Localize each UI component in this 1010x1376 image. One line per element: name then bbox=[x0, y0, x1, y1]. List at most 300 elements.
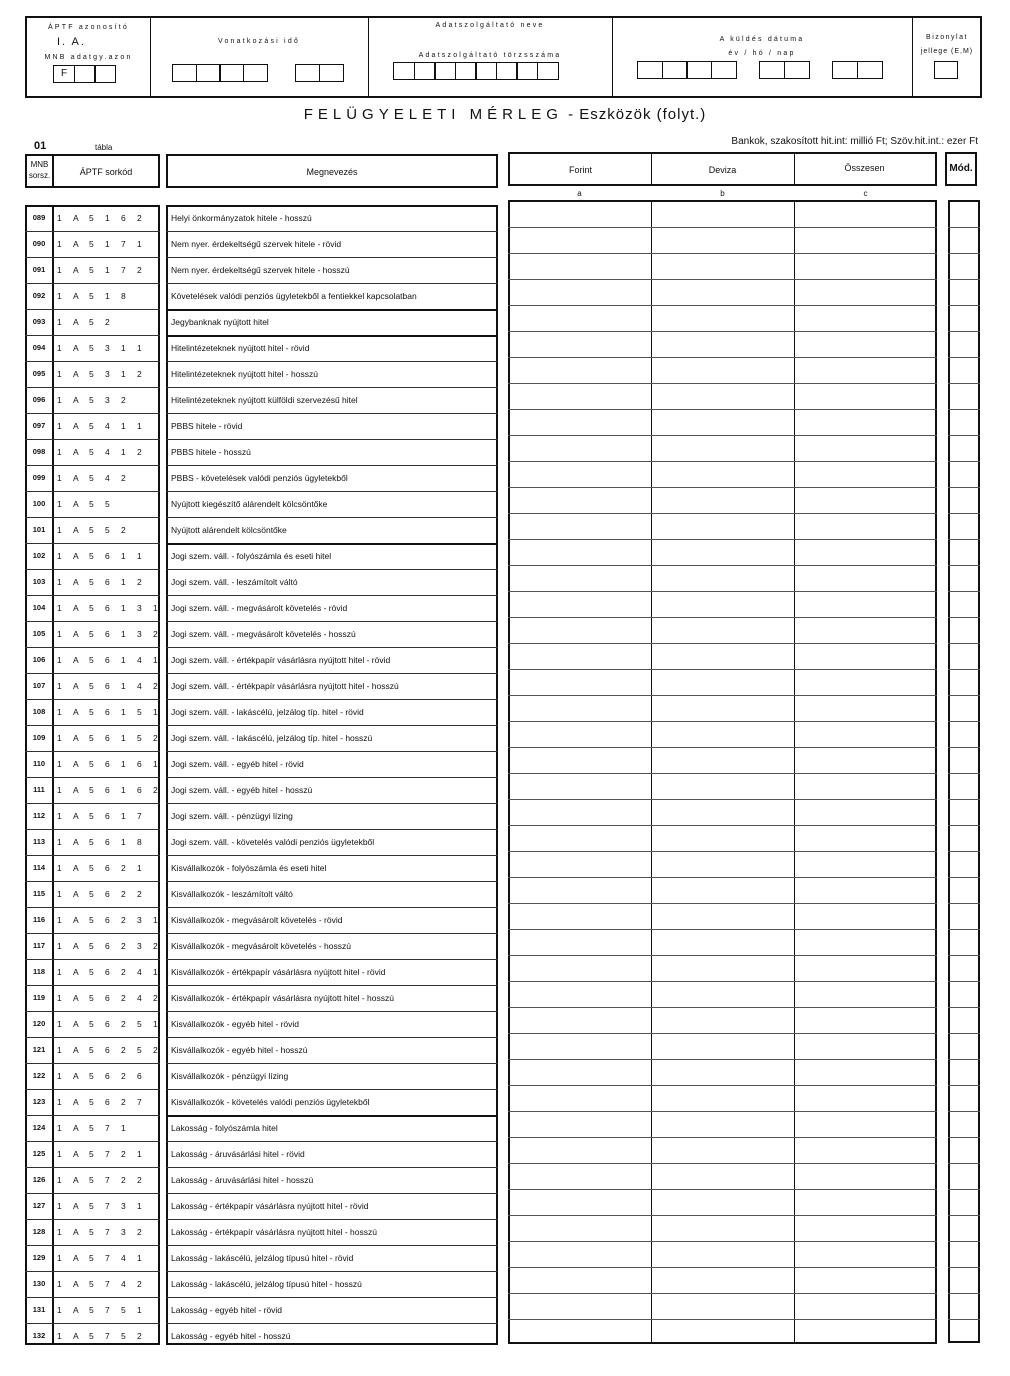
row-divider bbox=[166, 777, 498, 778]
row-divider bbox=[25, 829, 54, 830]
row-number: 132 bbox=[32, 1331, 46, 1340]
row-code-char: 2 bbox=[121, 1045, 126, 1055]
row-code-char: 5 bbox=[89, 265, 94, 275]
row-code bbox=[57, 629, 157, 639]
value-row-divider bbox=[508, 253, 937, 254]
row-code bbox=[57, 889, 157, 899]
row-code-char: 6 bbox=[105, 551, 110, 561]
row-code bbox=[57, 811, 157, 821]
row-code bbox=[57, 1123, 157, 1133]
row-number: 098 bbox=[32, 447, 46, 456]
row-code-char: 5 bbox=[89, 499, 94, 509]
row-number: 093 bbox=[32, 317, 46, 326]
row-code-char: 2 bbox=[121, 889, 126, 899]
row-code-char: 1 bbox=[57, 941, 62, 951]
row-code-char: 1 bbox=[57, 265, 62, 275]
row-code-char: 6 bbox=[137, 1071, 142, 1081]
value-row-divider bbox=[508, 1111, 937, 1112]
row-divider bbox=[52, 231, 160, 232]
row-divider bbox=[52, 985, 160, 986]
col-mod-label: Mód. bbox=[949, 163, 973, 174]
row-divider bbox=[52, 517, 160, 518]
row-divider bbox=[25, 491, 54, 492]
row-code-char: 5 bbox=[89, 941, 94, 951]
row-code-char: 5 bbox=[89, 603, 94, 613]
row-divider bbox=[52, 829, 160, 830]
row-code-char: 1 bbox=[57, 343, 62, 353]
row-code-char: 1 bbox=[137, 551, 142, 561]
row-code-char: 5 bbox=[89, 239, 94, 249]
row-code-char: 1 bbox=[121, 369, 126, 379]
row-code-char: 1 bbox=[137, 863, 142, 873]
row-number: 091 bbox=[32, 265, 46, 274]
row-number: 114 bbox=[32, 863, 46, 872]
value-row-divider bbox=[508, 643, 937, 644]
row-number: 090 bbox=[32, 239, 46, 248]
row-code-char: 2 bbox=[121, 915, 126, 925]
row-code-char: 3 bbox=[121, 1227, 126, 1237]
value-row-divider bbox=[948, 617, 980, 618]
row-code bbox=[57, 733, 157, 743]
row-code bbox=[57, 655, 157, 665]
value-row-divider bbox=[948, 331, 980, 332]
value-row-divider bbox=[508, 435, 937, 436]
row-code-char: 1 bbox=[57, 317, 62, 327]
row-code-char: 1 bbox=[153, 707, 158, 717]
row-divider bbox=[25, 1011, 54, 1012]
row-divider bbox=[52, 543, 160, 544]
row-divider bbox=[52, 257, 160, 258]
value-row-divider bbox=[948, 279, 980, 280]
row-code-char: 2 bbox=[121, 395, 126, 405]
provider-reg-cells[interactable] bbox=[393, 62, 557, 80]
row-code-char: 2 bbox=[121, 941, 126, 951]
row-divider bbox=[52, 1063, 160, 1064]
row-divider bbox=[52, 361, 160, 362]
value-row-divider bbox=[508, 539, 937, 540]
row-divider bbox=[25, 543, 54, 544]
row-code-char: 6 bbox=[105, 889, 110, 899]
row-code bbox=[57, 759, 157, 769]
row-code-char: 5 bbox=[89, 213, 94, 223]
row-code-char: 5 bbox=[121, 1305, 126, 1315]
row-code-char: 1 bbox=[121, 343, 126, 353]
row-code-char: A bbox=[73, 447, 79, 457]
row-divider bbox=[166, 621, 498, 622]
row-code bbox=[57, 967, 157, 977]
value-row-divider bbox=[508, 1215, 937, 1216]
row-code-char: A bbox=[73, 1305, 79, 1315]
row-code-char: A bbox=[73, 291, 79, 301]
row-code bbox=[57, 785, 157, 795]
row-description: Jogi szem. váll. - követelés valódi penziós ügyletekből bbox=[171, 837, 375, 847]
value-row-divider bbox=[508, 591, 937, 592]
row-number: 107 bbox=[32, 681, 46, 690]
row-code-char: 1 bbox=[121, 785, 126, 795]
row-divider bbox=[25, 569, 54, 570]
row-number: 122 bbox=[32, 1071, 46, 1080]
value-row-divider bbox=[508, 851, 937, 852]
row-divider bbox=[25, 803, 54, 804]
row-code-char: 1 bbox=[121, 629, 126, 639]
row-code-char: A bbox=[73, 1123, 79, 1133]
row-code bbox=[57, 993, 157, 1003]
row-divider bbox=[166, 1167, 498, 1168]
value-row-divider bbox=[948, 409, 980, 410]
row-code-char: 2 bbox=[153, 785, 158, 795]
row-code-char: 2 bbox=[153, 681, 158, 691]
row-divider bbox=[52, 933, 160, 934]
row-code-char: 6 bbox=[105, 1045, 110, 1055]
row-description: Jogi szem. váll. - lakáscélú, jelzálog típ. hitel - hosszú bbox=[171, 733, 373, 743]
row-divider bbox=[25, 985, 54, 986]
row-code-char: A bbox=[73, 811, 79, 821]
row-code-char: 2 bbox=[121, 1149, 126, 1159]
row-code-char: 1 bbox=[153, 915, 158, 925]
row-divider bbox=[52, 413, 160, 414]
row-divider bbox=[52, 1011, 160, 1012]
row-code-char: 7 bbox=[121, 265, 126, 275]
row-code-char: 6 bbox=[105, 733, 110, 743]
row-code-char: 3 bbox=[137, 941, 142, 951]
value-row-divider bbox=[508, 331, 937, 332]
value-row-divider bbox=[508, 877, 937, 878]
row-code-char: A bbox=[73, 889, 79, 899]
row-divider bbox=[52, 1219, 160, 1220]
row-code-char: 5 bbox=[121, 1331, 126, 1341]
row-number: 111 bbox=[33, 785, 45, 794]
row-code-char: 1 bbox=[57, 1279, 62, 1289]
row-code bbox=[57, 473, 157, 483]
row-code-char: A bbox=[73, 837, 79, 847]
row-code-char: 5 bbox=[137, 1019, 142, 1029]
value-row-divider bbox=[948, 1267, 980, 1268]
row-code-char: 1 bbox=[121, 733, 126, 743]
row-divider bbox=[166, 1245, 498, 1246]
row-code-char: 5 bbox=[137, 1045, 142, 1055]
row-code-char: A bbox=[73, 785, 79, 795]
row-divider bbox=[52, 777, 160, 778]
row-divider bbox=[166, 439, 498, 440]
row-code-char: 3 bbox=[105, 343, 110, 353]
row-code-char: 6 bbox=[105, 603, 110, 613]
day-cells[interactable] bbox=[832, 61, 881, 79]
row-code-char: 5 bbox=[89, 785, 94, 795]
row-code-char: A bbox=[73, 1097, 79, 1107]
value-row-divider bbox=[508, 1293, 937, 1294]
row-description: Jogi szem. váll. - megvásárolt követelés - rövid bbox=[171, 603, 348, 613]
row-code-char: 2 bbox=[137, 1331, 142, 1341]
row-code-char: 5 bbox=[89, 291, 94, 301]
row-divider bbox=[52, 959, 160, 960]
row-divider bbox=[52, 855, 160, 856]
row-code bbox=[57, 863, 157, 873]
row-code-char: 2 bbox=[137, 1175, 142, 1185]
period-cells-1[interactable] bbox=[172, 64, 266, 82]
row-code-char: 6 bbox=[105, 1097, 110, 1107]
row-number: 109 bbox=[32, 733, 46, 742]
row-number: 092 bbox=[32, 291, 46, 300]
row-divider bbox=[166, 465, 498, 466]
row-divider bbox=[166, 231, 498, 232]
row-code-char: 5 bbox=[105, 499, 110, 509]
row-code-char: 5 bbox=[89, 1175, 94, 1185]
row-description: Lakosság - egyéb hitel - rövid bbox=[171, 1305, 283, 1315]
row-code-char: A bbox=[73, 1331, 79, 1341]
row-code-char: 7 bbox=[105, 1123, 110, 1133]
row-code-char: 1 bbox=[137, 1253, 142, 1263]
row-code-char: 5 bbox=[105, 525, 110, 535]
value-row-divider bbox=[508, 1267, 937, 1268]
row-code-char: 1 bbox=[105, 265, 110, 275]
row-code-char: 4 bbox=[137, 993, 142, 1003]
row-code-char: 1 bbox=[57, 291, 62, 301]
row-code-char: 1 bbox=[57, 525, 62, 535]
value-row-divider bbox=[508, 487, 937, 488]
doc-type-cell[interactable] bbox=[934, 61, 957, 79]
row-description: Kisvállalkozók - folyószámla és eseti hitel bbox=[171, 863, 327, 873]
row-code-char: 5 bbox=[89, 889, 94, 899]
row-code-char: A bbox=[73, 577, 79, 587]
title-sub: - Eszközök (folyt.) bbox=[568, 106, 707, 123]
row-code-char: A bbox=[73, 369, 79, 379]
row-code-char: 5 bbox=[89, 1123, 94, 1133]
row-code-char: A bbox=[73, 603, 79, 613]
col-name-header bbox=[166, 154, 498, 188]
row-code-char: 1 bbox=[57, 889, 62, 899]
row-code-char: 4 bbox=[137, 681, 142, 691]
row-code-char: 2 bbox=[153, 1045, 158, 1055]
row-code-char: 1 bbox=[57, 1227, 62, 1237]
value-row-divider bbox=[948, 747, 980, 748]
row-code-char: 1 bbox=[105, 239, 110, 249]
row-description: Kisvállalkozók - leszámítolt váltó bbox=[171, 889, 293, 899]
row-divider bbox=[25, 1115, 54, 1116]
row-divider bbox=[25, 439, 54, 440]
row-description: Nyújtott kiegészítő alárendelt kölcsöntőke bbox=[171, 499, 328, 509]
row-code-char: A bbox=[73, 629, 79, 639]
row-code-char: 6 bbox=[121, 213, 126, 223]
row-code-char: 5 bbox=[89, 655, 94, 665]
col-total-label: Összesen bbox=[844, 163, 885, 173]
row-divider bbox=[52, 751, 160, 752]
row-number: 112 bbox=[32, 811, 46, 820]
row-description: Kisvállalkozók - egyéb hitel - hosszú bbox=[171, 1045, 308, 1055]
value-row-divider bbox=[948, 1241, 980, 1242]
row-number: 102 bbox=[32, 551, 46, 560]
value-row-divider bbox=[948, 851, 980, 852]
row-code-char: A bbox=[73, 395, 79, 405]
value-row-divider bbox=[508, 1007, 937, 1008]
row-code bbox=[57, 1279, 157, 1289]
row-divider bbox=[166, 985, 498, 986]
row-code-char: 2 bbox=[105, 317, 110, 327]
row-code-char: 3 bbox=[137, 915, 142, 925]
value-row-divider bbox=[948, 669, 980, 670]
row-divider bbox=[25, 751, 54, 752]
row-code-char: 1 bbox=[121, 577, 126, 587]
value-row-divider bbox=[508, 1163, 937, 1164]
row-code-char: 1 bbox=[137, 421, 142, 431]
provider-section bbox=[368, 18, 613, 96]
row-code bbox=[57, 1253, 157, 1263]
mnb-cells[interactable] bbox=[53, 65, 115, 83]
row-divider bbox=[25, 387, 54, 388]
row-code-char: 1 bbox=[57, 915, 62, 925]
row-divider bbox=[25, 1089, 54, 1090]
period-cells-2[interactable] bbox=[295, 64, 342, 82]
row-description: Kisvállalkozók - egyéb hitel - rövid bbox=[171, 1019, 300, 1029]
row-code-char: A bbox=[73, 681, 79, 691]
row-number: 115 bbox=[32, 889, 46, 898]
row-divider bbox=[52, 569, 160, 570]
value-row-divider bbox=[508, 903, 937, 904]
row-code-char: 1 bbox=[153, 655, 158, 665]
value-row-divider bbox=[948, 1059, 980, 1060]
row-number: 117 bbox=[32, 941, 46, 950]
period-label: Vonatkozási idő bbox=[217, 38, 301, 45]
row-code-char: 7 bbox=[105, 1331, 110, 1341]
row-code-char: A bbox=[73, 1227, 79, 1237]
row-code-char: 6 bbox=[105, 863, 110, 873]
row-code-char: 1 bbox=[57, 993, 62, 1003]
row-code-char: 5 bbox=[89, 551, 94, 561]
row-code-char: 7 bbox=[105, 1227, 110, 1237]
col-mod-header bbox=[945, 152, 977, 186]
row-code-char: 2 bbox=[137, 1227, 142, 1237]
value-row-divider bbox=[508, 1137, 937, 1138]
row-number: 131 bbox=[32, 1305, 46, 1314]
row-divider bbox=[25, 1323, 54, 1324]
row-code-char: 5 bbox=[89, 993, 94, 1003]
row-code-char: 1 bbox=[57, 1045, 62, 1055]
row-description: Lakosság - lakáscélú, jelzálog típusú hitel - hosszú bbox=[171, 1279, 362, 1289]
row-code-char: 7 bbox=[105, 1201, 110, 1211]
row-code-char: A bbox=[73, 1175, 79, 1185]
row-description: PBBS hitele - rövid bbox=[171, 421, 243, 431]
row-code-char: A bbox=[73, 967, 79, 977]
row-description: Lakosság - egyéb hitel - hosszú bbox=[171, 1331, 291, 1341]
send-date-label: A küldés dátuma bbox=[719, 36, 805, 43]
row-divider bbox=[52, 595, 160, 596]
row-code-char: 5 bbox=[89, 759, 94, 769]
row-code-char: A bbox=[73, 1019, 79, 1029]
row-code-char: 5 bbox=[137, 733, 142, 743]
row-code-char: 7 bbox=[121, 239, 126, 249]
row-divider bbox=[25, 881, 54, 882]
row-description: Kisvállalkozók - értékpapír vásárlásra nyújtott hitel - hosszú bbox=[171, 993, 394, 1003]
row-divider bbox=[25, 1193, 54, 1194]
value-row-divider bbox=[508, 513, 937, 514]
row-code-char: A bbox=[73, 1253, 79, 1263]
row-code-char: 5 bbox=[89, 1305, 94, 1315]
row-description: PBBS - követelések valódi penziós ügyletekből bbox=[171, 473, 348, 483]
row-code-char: 1 bbox=[57, 1149, 62, 1159]
send-date-section bbox=[612, 18, 913, 96]
row-number: 101 bbox=[32, 525, 46, 534]
col-a-label: a bbox=[577, 189, 582, 198]
value-row-divider bbox=[948, 383, 980, 384]
row-divider bbox=[25, 465, 54, 466]
col-mnb-header bbox=[25, 154, 54, 188]
value-row-divider bbox=[508, 799, 937, 800]
row-code-char: 2 bbox=[153, 629, 158, 639]
value-row-divider bbox=[508, 383, 937, 384]
value-row-divider bbox=[508, 929, 937, 930]
row-code-char: 1 bbox=[57, 811, 62, 821]
year-cells[interactable] bbox=[637, 61, 735, 79]
row-code-char: A bbox=[73, 239, 79, 249]
row-description: Jegybanknak nyújtott hitel bbox=[171, 317, 269, 327]
row-number: 095 bbox=[32, 369, 46, 378]
row-divider bbox=[52, 1193, 160, 1194]
value-row-divider bbox=[948, 227, 980, 228]
table-label: tábla bbox=[95, 143, 113, 152]
row-number: 105 bbox=[32, 629, 46, 638]
row-code bbox=[57, 499, 157, 509]
row-divider bbox=[52, 1297, 160, 1298]
row-number: 097 bbox=[32, 421, 46, 430]
row-code-char: A bbox=[73, 759, 79, 769]
row-code-char: 5 bbox=[89, 525, 94, 535]
body-mod-col bbox=[948, 200, 980, 1343]
row-divider bbox=[52, 335, 160, 336]
value-row-divider bbox=[508, 1319, 937, 1320]
col-b-label: b bbox=[720, 189, 725, 198]
row-number: 124 bbox=[32, 1123, 46, 1132]
row-divider bbox=[166, 725, 498, 726]
row-divider bbox=[166, 1037, 498, 1038]
mnb-value: F bbox=[53, 65, 75, 83]
row-code-char: 6 bbox=[105, 993, 110, 1003]
value-row-divider bbox=[948, 1293, 980, 1294]
row-code-char: 5 bbox=[89, 1097, 94, 1107]
row-divider bbox=[166, 257, 498, 258]
row-code-char: A bbox=[73, 343, 79, 353]
row-divider bbox=[52, 465, 160, 466]
value-row-divider bbox=[508, 1085, 937, 1086]
value-row-divider bbox=[948, 721, 980, 722]
row-code-char: 2 bbox=[121, 863, 126, 873]
row-code-char: 1 bbox=[153, 967, 158, 977]
row-code bbox=[57, 1071, 157, 1081]
row-code-char: 5 bbox=[89, 317, 94, 327]
row-divider bbox=[52, 881, 160, 882]
row-code-char: A bbox=[73, 213, 79, 223]
month-cells[interactable] bbox=[759, 61, 808, 79]
row-code bbox=[57, 577, 157, 587]
row-code-char: 1 bbox=[57, 395, 62, 405]
row-number: 099 bbox=[32, 473, 46, 482]
row-divider bbox=[52, 439, 160, 440]
row-code-char: A bbox=[73, 707, 79, 717]
title-main: FELÜGYELETI MÉRLEG bbox=[303, 106, 563, 123]
value-row-divider bbox=[948, 1007, 980, 1008]
value-row-divider bbox=[508, 825, 937, 826]
value-row-divider bbox=[948, 1319, 980, 1320]
row-divider bbox=[25, 335, 54, 336]
row-divider bbox=[25, 673, 54, 674]
value-row-divider bbox=[508, 1241, 937, 1242]
value-row-divider bbox=[948, 825, 980, 826]
page-title bbox=[0, 106, 1010, 123]
row-code bbox=[57, 1175, 157, 1185]
row-code-char: 1 bbox=[121, 837, 126, 847]
row-code-char: 6 bbox=[105, 1071, 110, 1081]
row-description: Jogi szem. váll. - megvásárolt követelés - hosszú bbox=[171, 629, 356, 639]
row-code-char: 1 bbox=[57, 213, 62, 223]
provider-reg-label: Adatszolgáltató törzsszáma bbox=[418, 52, 562, 59]
